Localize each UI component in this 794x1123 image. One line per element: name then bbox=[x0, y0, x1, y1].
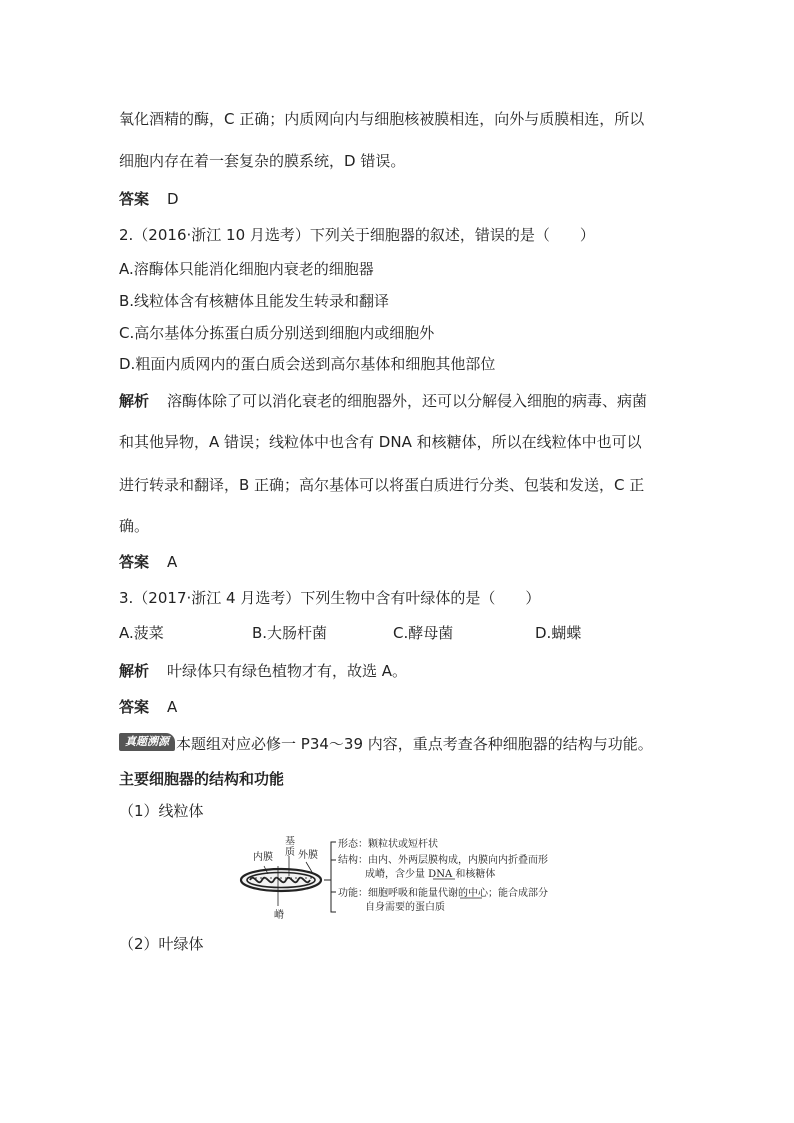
q3-option-b: B.大肠杆菌 bbox=[252, 624, 328, 642]
mitochondrion-icon bbox=[241, 869, 321, 891]
answer-label: 答案 bbox=[119, 553, 150, 571]
q1-answer bbox=[119, 188, 179, 209]
q2-option-c: C.高尔基体分拣蛋白质分别送到细胞内或细胞外 bbox=[119, 324, 435, 342]
answer-label: 答案 bbox=[119, 698, 150, 716]
q3-option-c: C.酵母菌 bbox=[393, 624, 454, 642]
label-matrix-2: 质 bbox=[285, 847, 295, 858]
section-item-mitochondria: （1）线粒体 bbox=[119, 802, 204, 820]
intro-line-1: 氧化酒精的酶，C 正确；内质网向内与细胞核被膜相连，向外与质膜相连，所以 bbox=[119, 110, 645, 128]
intro-line-2: 细胞内存在着一套复杂的膜系统，D 错误。 bbox=[119, 152, 406, 170]
source-badge: 真题溯源 bbox=[119, 733, 175, 751]
analysis-label: 解析 bbox=[119, 392, 150, 410]
desc-form: 形态：颗粒状或短杆状 bbox=[338, 839, 438, 850]
answer-label: 答案 bbox=[119, 190, 150, 208]
q2-stem: 2.（2016·浙江 10 月选考）下列关于细胞器的叙述，错误的是（ ） bbox=[119, 226, 595, 244]
desc-function-2: 自身需要的蛋白质 bbox=[365, 902, 445, 913]
section-item-chloroplast: （2）叶绿体 bbox=[119, 935, 204, 953]
q2-analysis-line-3: 进行转录和翻译，B 正确；高尔基体可以将蛋白质进行分类、包装和发送，C 正 bbox=[119, 476, 645, 494]
q2-option-b: B.线粒体含有核糖体且能发生转录和翻译 bbox=[119, 292, 390, 310]
source-text: 本题组对应必修一 P34～39 内容，重点考查各种细胞器的结构与功能。 bbox=[176, 735, 653, 753]
desc-structure-2: 成嵴，含少量 DNA 和核糖体 bbox=[365, 869, 496, 880]
answer-value: A bbox=[167, 698, 178, 716]
q3-answer bbox=[119, 696, 177, 717]
label-outer-membrane: 外膜 bbox=[298, 850, 318, 861]
q2-analysis-line-2: 和其他异物，A 错误；线粒体中也含有 DNA 和核糖体，所以在线粒体中也可以 bbox=[119, 433, 642, 451]
analysis-label: 解析 bbox=[119, 662, 150, 680]
q2-answer bbox=[119, 551, 177, 572]
desc-function-1: 功能：细胞呼吸和能量代谢的中心；能合成部分 bbox=[338, 888, 548, 899]
label-crista: 嵴 bbox=[274, 910, 284, 921]
q2-analysis-line-4: 确。 bbox=[119, 517, 150, 535]
q3-stem: 3.（2017·浙江 4 月选考）下列生物中含有叶绿体的是（ ） bbox=[119, 589, 541, 607]
q3-analysis: 解析 叶绿体只有绿色植物才有，故选 A。 bbox=[119, 662, 408, 680]
q2-option-a: A.溶酶体只能消化细胞内衰老的细胞器 bbox=[119, 260, 374, 278]
q3-option-a: A.菠菜 bbox=[119, 624, 164, 642]
q2-option-d: D.粗面内质网内的蛋白质会送到高尔基体和细胞其他部位 bbox=[119, 355, 496, 373]
answer-value: A bbox=[167, 553, 178, 571]
label-matrix-1: 基 bbox=[285, 836, 295, 847]
q3-option-d: D.蝴蝶 bbox=[535, 624, 582, 642]
answer-value: D bbox=[167, 190, 179, 208]
mitochondria-figure bbox=[236, 836, 566, 922]
section-title: 主要细胞器的结构和功能 bbox=[119, 770, 285, 788]
desc-structure-1: 结构：由内、外两层膜构成，内膜向内折叠而形 bbox=[338, 855, 548, 866]
q2-analysis-line-1: 解析 溶酶体除了可以消化衰老的细胞器外，还可以分解侵入细胞的病毒、病菌 bbox=[119, 392, 648, 410]
label-inner-membrane: 内膜 bbox=[253, 852, 273, 863]
